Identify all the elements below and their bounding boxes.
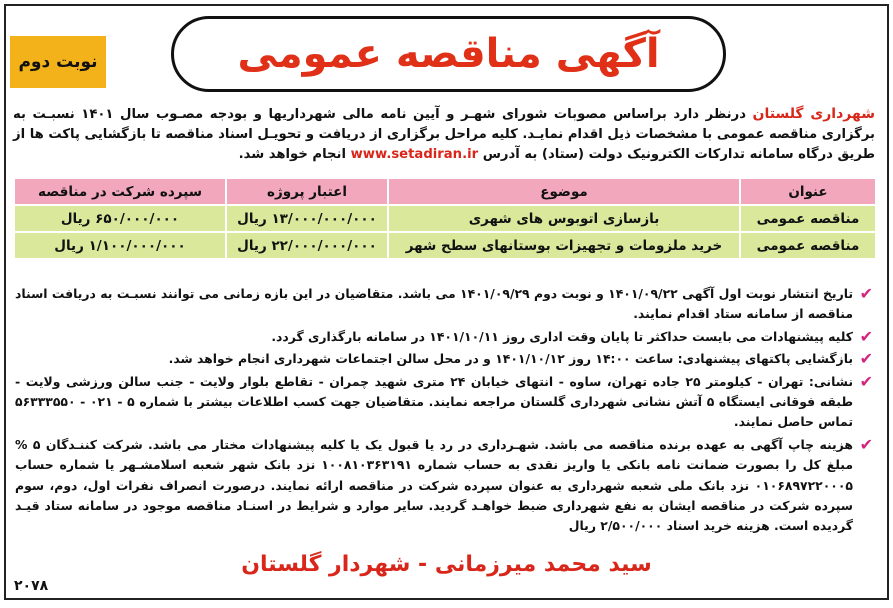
- list-item: [15, 372, 873, 433]
- cell-credit: ۱۳/۰۰۰/۰۰۰/۰۰۰ ریال: [226, 205, 388, 232]
- list-item-text: بازگشایی پاکتهای پیشنهادی: ساعت ۱۴:۰۰ روز ۱۴۰۱/۱۰/۱۲ و در محل سالن اجتماعات شهرداری انجام خواهد شد.: [168, 351, 853, 367]
- checkmark-icon: ✔: [859, 284, 873, 303]
- website-link[interactable]: www.setadiran.ir: [350, 147, 479, 162]
- ad-title: آگهی مناقصه عمومی: [237, 31, 660, 77]
- table-header-row: [14, 178, 876, 205]
- title-banner: [171, 16, 726, 92]
- list-item: [15, 435, 873, 537]
- header-title: عنوان: [740, 178, 876, 205]
- round-badge: نوبت دوم: [10, 36, 106, 88]
- header-credit: اعتبار پروژه: [226, 178, 388, 205]
- cell-title: مناقصه عمومی: [740, 205, 876, 232]
- checkmark-icon: ✔: [859, 326, 873, 346]
- header-subject: موضوع: [388, 178, 740, 205]
- cell-subject: بازسازی اتوبوس های شهری: [388, 205, 740, 232]
- organization-name: شهرداری گلستان: [752, 106, 875, 122]
- cell-credit: ۲۲/۰۰۰/۰۰۰/۰۰۰ ریال: [226, 232, 388, 259]
- checkmark-icon: ✔: [859, 434, 873, 454]
- conditions-list: [15, 284, 873, 539]
- table-row: [14, 205, 876, 232]
- list-item-text: کلیه پیشنهادات می بایست حداکثر تا پایان وقت اداری روز ۱۴۰۱/۱۰/۱۱ در سامانه بارگذاری گردد.: [271, 328, 853, 344]
- list-item-text: هزینه چاپ آگهی به عهده برنده مناقصه می باشد. شهـرداری در رد یا قبول یک یا کلیه پیشنهادات مختار می باشد. شرکت کننـدگان ۵ % مبلغ کل را بصورت ضمانت نامه بانکی یا واریز نقدی به حساب شماره ۱۰۰۸۱۰۳۶۳۱۹۱ نزد بانک شهر شعبه اسلامشـهر یا شماره حساب ۰۱۰۶۸۹۷۲۲۰۰۰۵ نزد بانک ملی شعبه شهرداری به عنوان سپرده شرکت در مناقصه ارائه نمایند. درصورت انصراف نفرات اول، دوم، سوم سپرده شرکت در مناقصه ایشان به نفع شهرداری ضبط خواهـد گردید. سایر موارد و شرایط در اسنـاد مناقصه موجود در سامانه ستاد قیـد گردیده است. هزینه خرید اسناد ۲/۵۰۰/۰۰۰ ریال: [15, 436, 853, 534]
- cell-deposit: ۱/۱۰۰/۰۰۰/۰۰۰ ریال: [14, 232, 226, 259]
- cell-subject: خرید ملزومات و تجهیزات بوستانهای سطح شهر: [388, 232, 740, 259]
- list-item-text: نشانی: تهران - کیلومتر ۲۵ جاده تهران، ساوه - انتهای خیابان ۲۴ متری شهید چمران - تقاطع بلوار ولایت - جنب سالن ورزشی ولایت - طبقه فوقانی ایستگاه ۵ آتش نشانی شهرداری گلستان مراجعه نمایند. متقاضیان جهت کسب اطلاعات بیشتر با شماره ۵ - ۰۲۱ - ۵۶۳۳۳۵۵۰ تماس حاصل نمایند.: [15, 373, 853, 430]
- intro-text-1: درنظر دارد براساس مصوبات شورای شهـر و آیین نامه مالی شهرداریها و بودجه مصـوب سال ۱۴۰۱ نسبـت به برگزاری مناقصه عمومی با مشخصات ذیل اقدام نمایـد. کلیه مراحل برگزاری از دریافت و تحویـل اسناد مناقصه تا بازگشایی پاکت ها از طریق درگاه سامانه تدارکات الکترونیک دولت (ستاد) به آدرس: [13, 107, 875, 162]
- list-item: [15, 327, 873, 347]
- table-row: [14, 232, 876, 259]
- signature-line: سید محمد میرزمانی - شهردار گلستان: [241, 552, 652, 577]
- checkmark-icon: ✔: [859, 371, 873, 391]
- checkmark-icon: ✔: [859, 349, 873, 369]
- cell-title: مناقصه عمومی: [740, 232, 876, 259]
- list-item: [15, 349, 873, 369]
- intro-text-2: انجام خواهد شد.: [238, 147, 347, 162]
- header-deposit: سپرده شرکت در مناقصه: [14, 178, 226, 205]
- intro-paragraph: [13, 104, 875, 165]
- list-item-text: تاریخ انتشار نوبت اول آگهی ۱۴۰۱/۰۹/۲۲ و نوبت دوم ۱۴۰۱/۰۹/۲۹ می باشد. متقاضیان در این بازه زمانی می توانند نسبـت به دریافت اسناد مناقصه از سامانه ستاد اقدام نمایند.: [15, 286, 854, 322]
- cell-deposit: ۶۵۰/۰۰۰/۰۰۰ ریال: [14, 205, 226, 232]
- tender-ad-page: [4, 4, 889, 600]
- list-item: [15, 284, 873, 325]
- tender-table: [13, 177, 877, 260]
- ad-code: ۲۰۷۸: [14, 578, 49, 594]
